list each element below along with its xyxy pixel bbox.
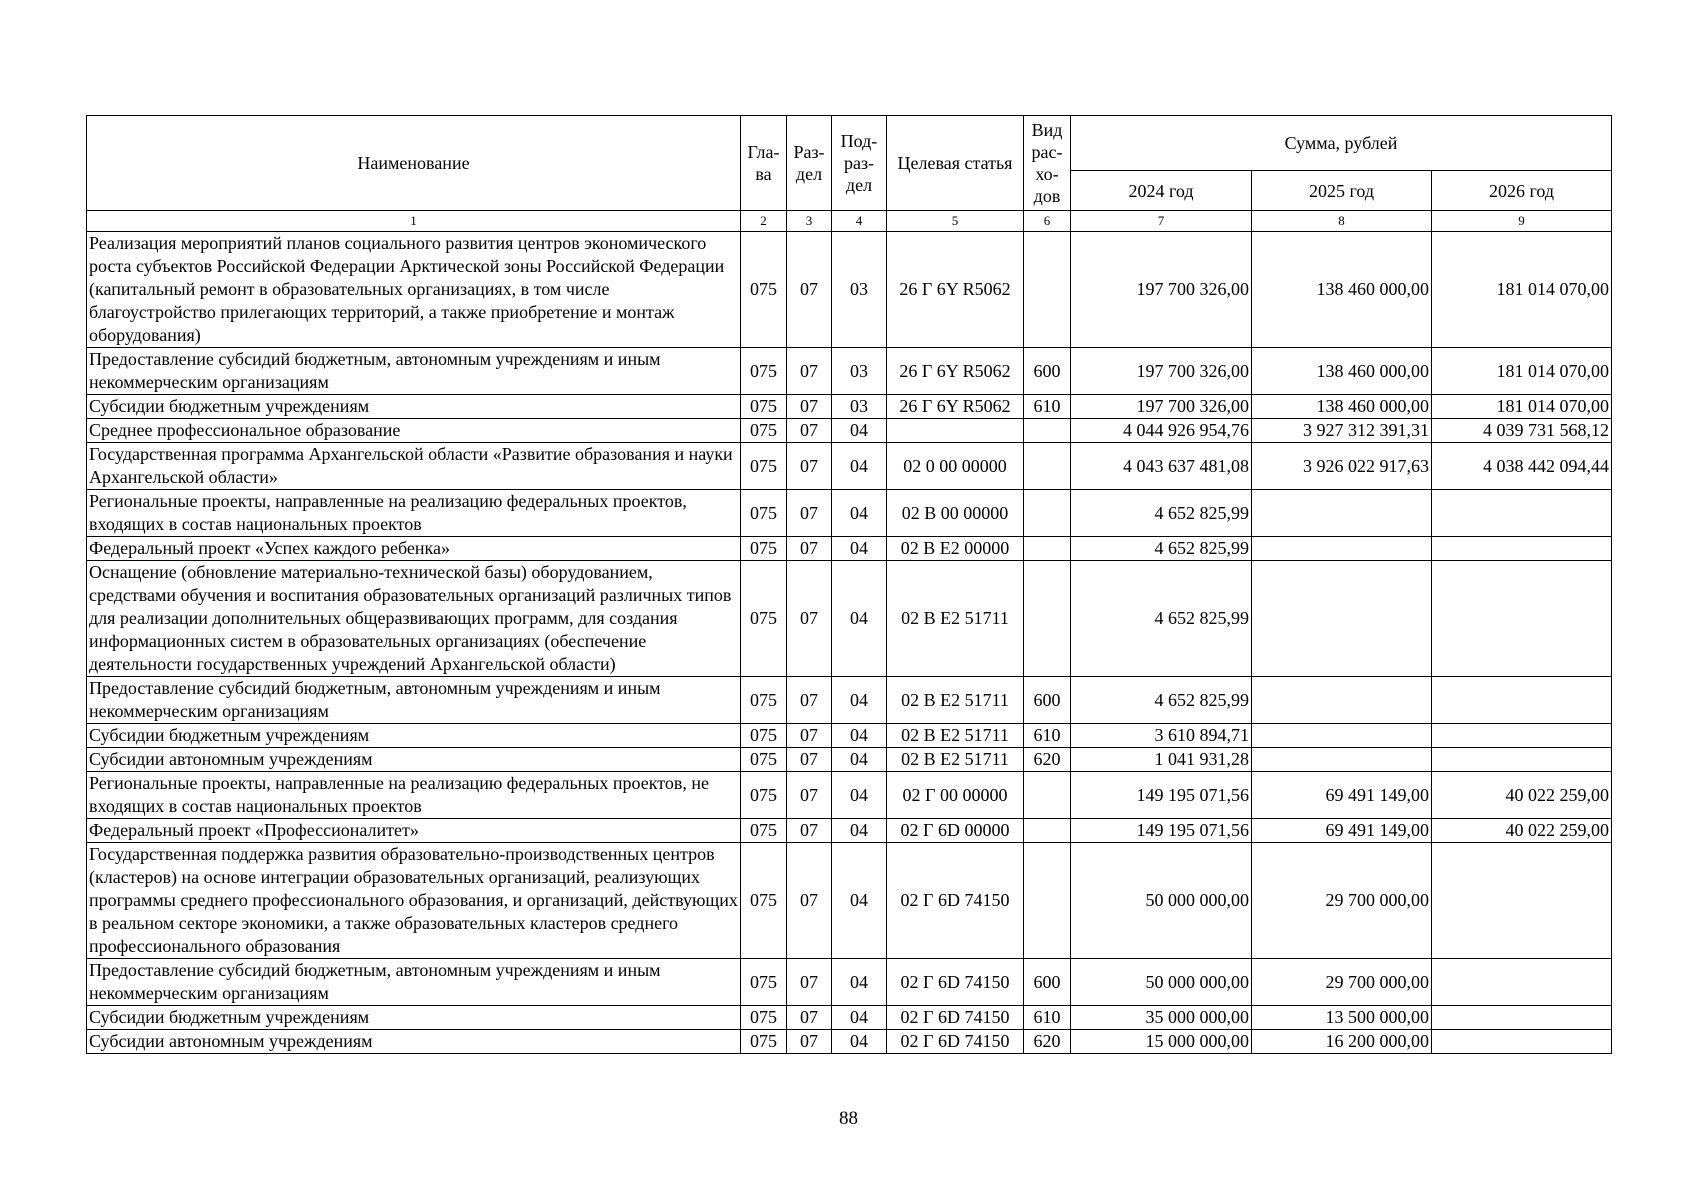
row-chapter: 075 (741, 772, 787, 819)
row-subsection: 04 (832, 443, 887, 490)
row-expense-type (1024, 561, 1071, 677)
row-amount-2024: 149 195 071,56 (1071, 819, 1252, 843)
table-body (87, 232, 1612, 1054)
row-expense-type (1024, 443, 1071, 490)
row-name: Оснащение (обновление материально-технической базы) оборудованием, средствами обучения и воспитания образовательных организаций различных типов для реализации дополнительных общеразвивающих программ, для создания информационных систем в образовательных организациях (обеспечение деятельности государственных учреждений Архангельской области) (87, 561, 741, 677)
table-row (87, 348, 1612, 395)
header-year-2026: 2026 год (1432, 171, 1612, 211)
row-name: Субсидии автономным учреждениям (87, 1030, 741, 1054)
row-section: 07 (787, 772, 832, 819)
row-amount-2026 (1432, 677, 1612, 724)
row-name: Предоставление субсидий бюджетным, автономным учреждениям и иным некоммерческим организациям (87, 959, 741, 1006)
row-expense-type: 610 (1024, 395, 1071, 419)
row-amount-2024: 4 043 637 481,08 (1071, 443, 1252, 490)
row-chapter: 075 (741, 395, 787, 419)
row-amount-2026 (1432, 959, 1612, 1006)
row-amount-2024: 197 700 326,00 (1071, 395, 1252, 419)
row-name: Предоставление субсидий бюджетным, автономным учреждениям и иным некоммерческим организациям (87, 348, 741, 395)
row-amount-2026: 40 022 259,00 (1432, 772, 1612, 819)
row-expense-type: 600 (1024, 348, 1071, 395)
row-amount-2025 (1252, 561, 1432, 677)
row-chapter: 075 (741, 748, 787, 772)
row-chapter: 075 (741, 348, 787, 395)
row-amount-2026: 4 038 442 094,44 (1432, 443, 1612, 490)
row-target: 02 Г 6D 74150 (887, 959, 1024, 1006)
row-chapter: 075 (741, 490, 787, 537)
table-row (87, 843, 1612, 959)
table-row (87, 724, 1612, 748)
table-row (87, 959, 1612, 1006)
row-chapter: 075 (741, 959, 787, 1006)
row-section: 07 (787, 1006, 832, 1030)
budget-table (86, 115, 1612, 1054)
row-expense-type: 610 (1024, 1006, 1071, 1030)
row-chapter: 075 (741, 537, 787, 561)
row-subsection: 04 (832, 843, 887, 959)
row-target: 26 Г 6Y R5062 (887, 232, 1024, 348)
row-section: 07 (787, 748, 832, 772)
row-amount-2025: 69 491 149,00 (1252, 819, 1432, 843)
row-amount-2026 (1432, 748, 1612, 772)
row-amount-2025 (1252, 490, 1432, 537)
row-name: Региональные проекты, направленные на реализацию федеральных проектов, входящих в состав национальных проектов (87, 490, 741, 537)
table-row (87, 748, 1612, 772)
row-name: Субсидии бюджетным учреждениям (87, 395, 741, 419)
row-section: 07 (787, 959, 832, 1006)
row-section: 07 (787, 348, 832, 395)
row-section: 07 (787, 395, 832, 419)
row-subsection: 03 (832, 232, 887, 348)
column-number: 4 (832, 211, 887, 232)
row-subsection: 04 (832, 419, 887, 443)
row-expense-type: 620 (1024, 748, 1071, 772)
row-target: 02 В 00 00000 (887, 490, 1024, 537)
row-section: 07 (787, 561, 832, 677)
page-number: 88 (839, 1108, 858, 1129)
row-amount-2025: 13 500 000,00 (1252, 1006, 1432, 1030)
row-expense-type: 620 (1024, 1030, 1071, 1054)
header-chapter: Гла-ва (741, 116, 787, 211)
row-amount-2025: 3 926 022 917,63 (1252, 443, 1432, 490)
table-row (87, 443, 1612, 490)
row-chapter: 075 (741, 419, 787, 443)
row-amount-2024: 197 700 326,00 (1071, 348, 1252, 395)
row-name: Государственная программа Архангельской области «Развитие образования и науки Архангельской области» (87, 443, 741, 490)
row-subsection: 04 (832, 490, 887, 537)
row-amount-2024: 149 195 071,56 (1071, 772, 1252, 819)
row-subsection: 04 (832, 819, 887, 843)
column-number: 2 (741, 211, 787, 232)
column-number: 8 (1252, 211, 1432, 232)
row-amount-2026 (1432, 537, 1612, 561)
table-row (87, 772, 1612, 819)
row-expense-type (1024, 537, 1071, 561)
row-amount-2024: 50 000 000,00 (1071, 959, 1252, 1006)
row-subsection: 04 (832, 724, 887, 748)
table-header (87, 116, 1612, 232)
row-amount-2026: 181 014 070,00 (1432, 348, 1612, 395)
row-target: 02 В Е2 51711 (887, 561, 1024, 677)
row-target: 26 Г 6Y R5062 (887, 348, 1024, 395)
row-subsection: 04 (832, 1030, 887, 1054)
row-subsection: 04 (832, 748, 887, 772)
row-expense-type: 600 (1024, 677, 1071, 724)
row-target: 02 В Е2 51711 (887, 677, 1024, 724)
row-amount-2026 (1432, 561, 1612, 677)
row-expense-type: 600 (1024, 959, 1071, 1006)
row-amount-2026 (1432, 724, 1612, 748)
row-subsection: 04 (832, 561, 887, 677)
row-amount-2026: 181 014 070,00 (1432, 395, 1612, 419)
table-row (87, 395, 1612, 419)
row-name: Региональные проекты, направленные на реализацию федеральных проектов, не входящих в состав национальных проектов (87, 772, 741, 819)
row-chapter: 075 (741, 1006, 787, 1030)
row-expense-type (1024, 843, 1071, 959)
table-row (87, 1006, 1612, 1030)
row-name: Предоставление субсидий бюджетным, автономным учреждениям и иным некоммерческим организациям (87, 677, 741, 724)
row-section: 07 (787, 677, 832, 724)
row-chapter: 075 (741, 724, 787, 748)
column-numbers-row (87, 211, 1612, 232)
row-amount-2025: 3 927 312 391,31 (1252, 419, 1432, 443)
row-amount-2024: 4 652 825,99 (1071, 490, 1252, 537)
row-expense-type (1024, 232, 1071, 348)
row-chapter: 075 (741, 843, 787, 959)
row-target (887, 419, 1024, 443)
header-year-2025: 2025 год (1252, 171, 1432, 211)
row-target: 02 Г 6D 00000 (887, 819, 1024, 843)
row-expense-type (1024, 819, 1071, 843)
header-subsection: Под-раз-дел (832, 116, 887, 211)
row-target: 02 Г 6D 74150 (887, 843, 1024, 959)
row-amount-2024: 3 610 894,71 (1071, 724, 1252, 748)
row-expense-type (1024, 419, 1071, 443)
row-name: Субсидии бюджетным учреждениям (87, 1006, 741, 1030)
row-target: 02 Г 6D 74150 (887, 1030, 1024, 1054)
row-amount-2024: 1 041 931,28 (1071, 748, 1252, 772)
header-sum: Сумма, рублей (1071, 116, 1612, 171)
row-subsection: 04 (832, 959, 887, 1006)
row-name: Государственная поддержка развития образовательно-производственных центров (кластеров) на основе интеграции образовательных организаций, реализующих программы среднего профессионального образования, и организаций, действующих в реальном секторе экономики, а также образовательных кластеров среднего профессионального образования (87, 843, 741, 959)
row-section: 07 (787, 537, 832, 561)
table-row (87, 561, 1612, 677)
row-name: Среднее профессиональное образование (87, 419, 741, 443)
table-row (87, 419, 1612, 443)
row-amount-2025: 138 460 000,00 (1252, 232, 1432, 348)
row-subsection: 04 (832, 677, 887, 724)
row-subsection: 04 (832, 772, 887, 819)
row-amount-2025 (1252, 748, 1432, 772)
table-row (87, 537, 1612, 561)
row-chapter: 075 (741, 561, 787, 677)
row-name: Федеральный проект «Профессионалитет» (87, 819, 741, 843)
row-chapter: 075 (741, 232, 787, 348)
table-row (87, 490, 1612, 537)
row-amount-2025: 138 460 000,00 (1252, 395, 1432, 419)
row-amount-2025: 16 200 000,00 (1252, 1030, 1432, 1054)
row-target: 02 В Е2 51711 (887, 724, 1024, 748)
header-name: Наименование (87, 116, 741, 211)
row-target: 02 В Е2 51711 (887, 748, 1024, 772)
row-chapter: 075 (741, 677, 787, 724)
column-number: 1 (87, 211, 741, 232)
row-name: Субсидии автономным учреждениям (87, 748, 741, 772)
row-amount-2025: 69 491 149,00 (1252, 772, 1432, 819)
row-amount-2024: 15 000 000,00 (1071, 1030, 1252, 1054)
row-amount-2026 (1432, 1006, 1612, 1030)
row-amount-2026: 40 022 259,00 (1432, 819, 1612, 843)
row-name: Реализация мероприятий планов социального развития центров экономического роста субъектов Российской Федерации Арктической зоны Российской Федерации (капитальный ремонт в образовательных организациях, в том числе благоустройство прилегающих территорий, а также приобретение и монтаж оборудования) (87, 232, 741, 348)
row-amount-2025 (1252, 537, 1432, 561)
row-section: 07 (787, 819, 832, 843)
row-amount-2024: 4 652 825,99 (1071, 537, 1252, 561)
column-number: 7 (1071, 211, 1252, 232)
row-expense-type (1024, 490, 1071, 537)
row-amount-2025 (1252, 677, 1432, 724)
row-target: 02 Г 6D 74150 (887, 1006, 1024, 1030)
table-row (87, 232, 1612, 348)
row-section: 07 (787, 232, 832, 348)
row-amount-2026 (1432, 490, 1612, 537)
row-expense-type (1024, 772, 1071, 819)
row-name: Субсидии бюджетным учреждениям (87, 724, 741, 748)
column-number: 9 (1432, 211, 1612, 232)
row-amount-2025: 29 700 000,00 (1252, 843, 1432, 959)
row-section: 07 (787, 843, 832, 959)
row-target: 02 В Е2 00000 (887, 537, 1024, 561)
row-chapter: 075 (741, 1030, 787, 1054)
row-amount-2024: 4 652 825,99 (1071, 561, 1252, 677)
column-number: 3 (787, 211, 832, 232)
row-amount-2024: 197 700 326,00 (1071, 232, 1252, 348)
row-section: 07 (787, 490, 832, 537)
row-amount-2024: 50 000 000,00 (1071, 843, 1252, 959)
header-target: Целевая статья (887, 116, 1024, 211)
row-name: Федеральный проект «Успех каждого ребенка» (87, 537, 741, 561)
row-section: 07 (787, 724, 832, 748)
row-amount-2024: 4 652 825,99 (1071, 677, 1252, 724)
row-amount-2025: 138 460 000,00 (1252, 348, 1432, 395)
header-year-2024: 2024 год (1071, 171, 1252, 211)
table-row (87, 819, 1612, 843)
row-chapter: 075 (741, 819, 787, 843)
row-amount-2025 (1252, 724, 1432, 748)
row-amount-2024: 35 000 000,00 (1071, 1006, 1252, 1030)
table-row (87, 677, 1612, 724)
row-subsection: 03 (832, 395, 887, 419)
column-number: 5 (887, 211, 1024, 232)
row-amount-2026: 4 039 731 568,12 (1432, 419, 1612, 443)
row-subsection: 04 (832, 537, 887, 561)
row-section: 07 (787, 419, 832, 443)
row-amount-2024: 4 044 926 954,76 (1071, 419, 1252, 443)
column-number: 6 (1024, 211, 1071, 232)
row-amount-2025: 29 700 000,00 (1252, 959, 1432, 1006)
row-amount-2026 (1432, 1030, 1612, 1054)
row-expense-type: 610 (1024, 724, 1071, 748)
row-chapter: 075 (741, 443, 787, 490)
header-expense-type: Вид рас-хо-дов (1024, 116, 1071, 211)
row-amount-2026 (1432, 843, 1612, 959)
row-target: 02 Г 00 00000 (887, 772, 1024, 819)
row-subsection: 04 (832, 1006, 887, 1030)
header-section: Раз-дел (787, 116, 832, 211)
row-section: 07 (787, 1030, 832, 1054)
row-target: 26 Г 6Y R5062 (887, 395, 1024, 419)
row-subsection: 03 (832, 348, 887, 395)
row-target: 02 0 00 00000 (887, 443, 1024, 490)
row-section: 07 (787, 443, 832, 490)
row-amount-2026: 181 014 070,00 (1432, 232, 1612, 348)
table-row (87, 1030, 1612, 1054)
